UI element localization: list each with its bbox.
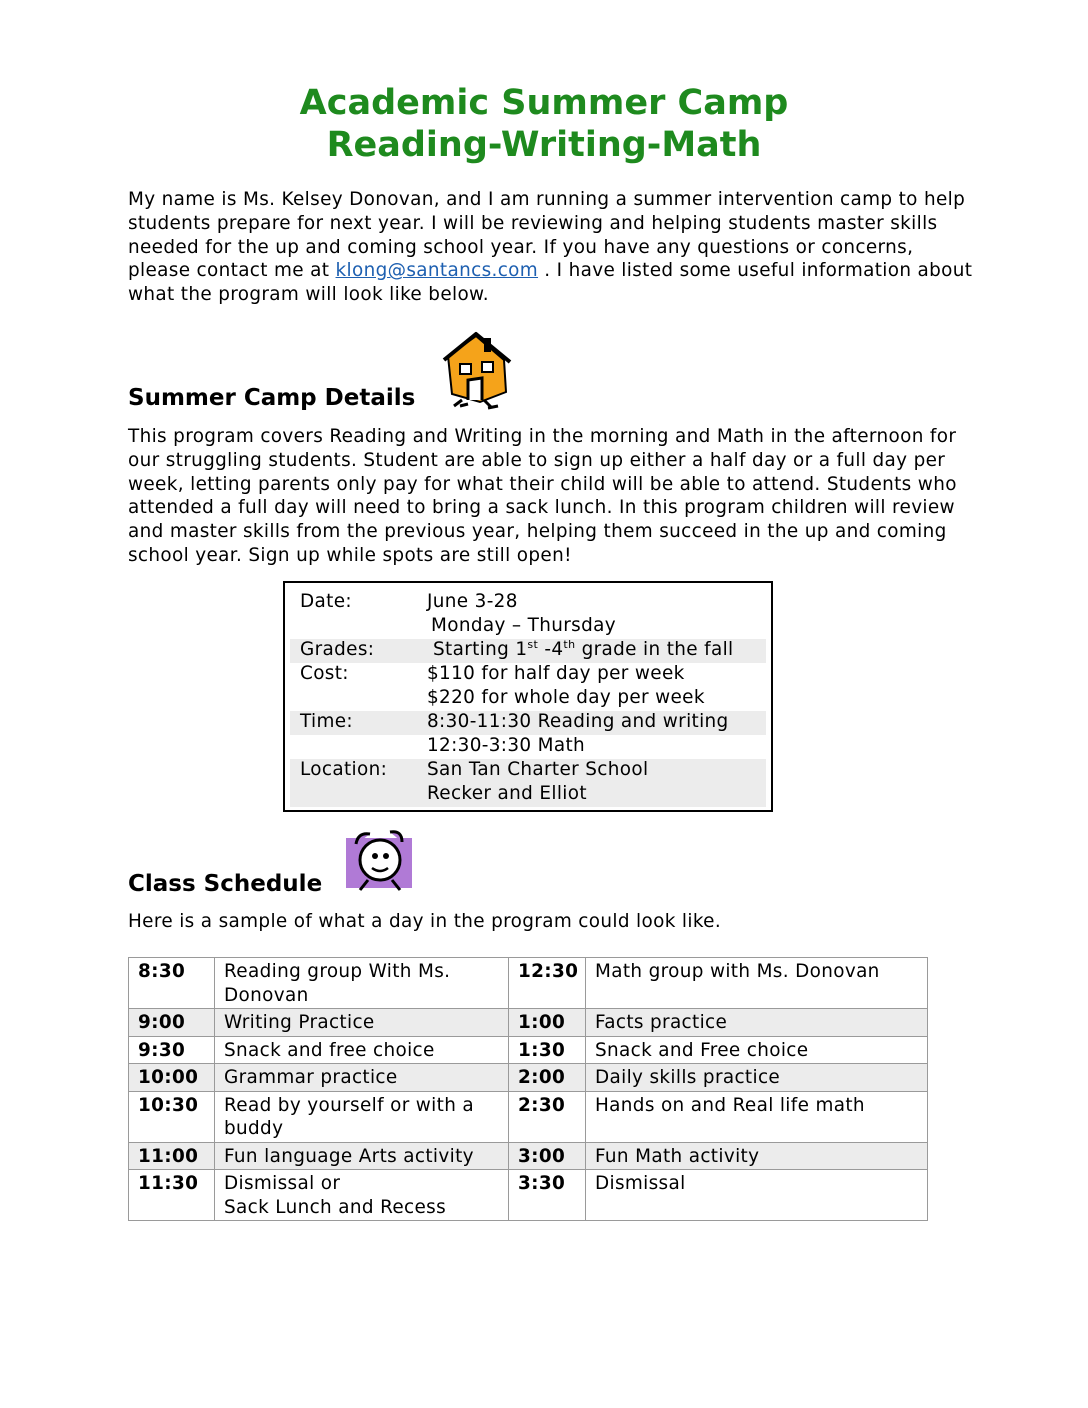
afternoon-activity: Fun Math activity (586, 1142, 928, 1170)
title-line-1: Academic Summer Camp (299, 83, 789, 123)
info-row-time (290, 711, 766, 735)
morning-activity: Writing Practice (215, 1009, 509, 1037)
details-paragraph: This program covers Reading and Writing in the morning and Math in the afternoon for our struggling students. Student are able to sign up either a half day or a full day per week, letting parents only pay for what their child will be able to attend. Students who attended a full day will need to bring a sack lunch. In this program children will review and master skills from the previous year, helping them succeed in the up and coming school year. Sign up while spots are still open! (128, 426, 957, 566)
intro-text: My name is Ms. Kelsey Donovan, and I am running a summer intervention camp to help students prepare for next year. I will be reviewing and helping students master skills needed for the up and coming school year. If you have any questions or concerns, please contact me at (128, 189, 966, 282)
clock-icon (342, 826, 418, 896)
cost-half-day: $110 for half day per week (427, 663, 685, 684)
afternoon-activity: Dismissal (586, 1170, 928, 1221)
morning-time: 10:00 (129, 1064, 215, 1092)
afternoon-time: 2:00 (509, 1064, 586, 1092)
email-link[interactable]: klong@santancs.com (335, 260, 539, 282)
morning-activity: Snack and free choice (215, 1036, 509, 1064)
afternoon-time: 12:30 (509, 958, 586, 1009)
morning-activity: Reading group With Ms. Donovan (215, 958, 509, 1009)
morning-activity: Fun language Arts activity (215, 1142, 509, 1170)
morning-time: 10:30 (129, 1091, 215, 1142)
morning-time: 9:00 (129, 1009, 215, 1037)
location-school: San Tan Charter School (427, 759, 649, 780)
afternoon-activity: Daily skills practice (586, 1064, 928, 1092)
afternoon-activity: Math group with Ms. Donovan (586, 958, 928, 1009)
grades-label: Grades: (300, 639, 375, 660)
details-heading: Summer Camp Details (128, 385, 416, 411)
table-row (129, 1170, 928, 1221)
afternoon-time: 2:30 (509, 1091, 586, 1142)
morning-time: 8:30 (129, 958, 215, 1009)
morning-activity: Read by yourself or with a buddy (215, 1091, 509, 1142)
table-row (129, 1036, 928, 1064)
schedule-heading: Class Schedule (128, 871, 323, 897)
afternoon-time: 1:30 (509, 1036, 586, 1064)
schedule-table (128, 957, 928, 1221)
location-label: Location: (300, 759, 388, 780)
intro-paragraph (128, 188, 973, 307)
info-row-location (290, 759, 766, 807)
afternoon-activity: Snack and Free choice (586, 1036, 928, 1064)
cost-label: Cost: (300, 663, 349, 684)
morning-time: 9:30 (129, 1036, 215, 1064)
house-icon (440, 330, 512, 410)
time-afternoon: 12:30-3:30 Math (427, 735, 586, 756)
cost-whole-day: $220 for whole day per week (427, 687, 705, 708)
table-row (129, 958, 928, 1009)
afternoon-time: 3:30 (509, 1170, 586, 1221)
info-row-grades (290, 639, 766, 663)
afternoon-time: 3:00 (509, 1142, 586, 1170)
info-row-time-2 (290, 735, 766, 759)
table-row (129, 1064, 928, 1092)
afternoon-time: 1:00 (509, 1009, 586, 1037)
morning-time: 11:30 (129, 1170, 215, 1221)
morning-activity: Dismissal or Sack Lunch and Recess (215, 1170, 509, 1221)
intro-text-end: . I have listed some useful information about what the program will look like below. (128, 260, 973, 306)
time-morning: 8:30-11:30 Reading and writing (427, 711, 729, 732)
info-row-cost (290, 663, 766, 711)
date-value: June 3-28 (427, 591, 518, 612)
camp-info-box (283, 581, 773, 812)
table-row (129, 1091, 928, 1142)
time-label: Time: (300, 711, 353, 732)
schedule-intro: Here is a sample of what a day in the program could look like. (128, 911, 722, 932)
table-row (129, 1142, 928, 1170)
info-row-date (290, 591, 766, 639)
date-days: Monday – Thursday (431, 615, 616, 636)
location-streets: Recker and Elliot (427, 783, 587, 804)
morning-time: 11:00 (129, 1142, 215, 1170)
morning-activity: Grammar practice (215, 1064, 509, 1092)
afternoon-activity: Hands on and Real life math (586, 1091, 928, 1142)
page-title (0, 82, 1088, 166)
table-row (129, 1009, 928, 1037)
grades-value: Starting 1st -4th grade in the fall (433, 637, 734, 660)
title-line-2: Reading-Writing-Math (326, 125, 762, 165)
date-label: Date: (300, 591, 352, 612)
afternoon-activity: Facts practice (586, 1009, 928, 1037)
